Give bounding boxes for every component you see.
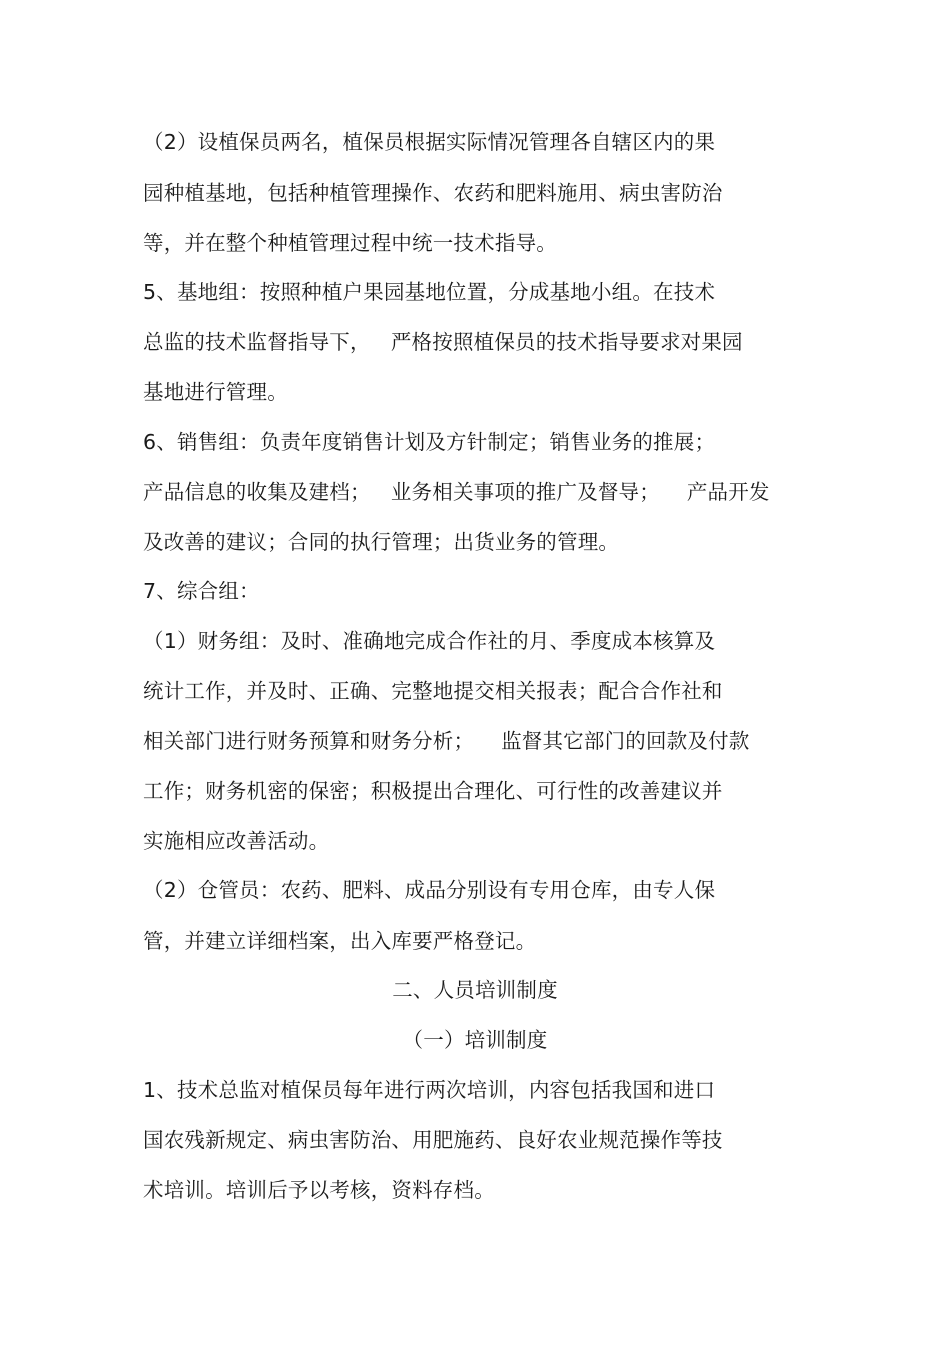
paragraph-line: 产品信息的收集及建档； 业务相关事项的推广及督导； 产品开发	[143, 480, 770, 504]
paragraph-line: 相关部门进行财务预算和财务分析； 监督其它部门的回款及付款	[143, 729, 750, 753]
paragraph-line: 术培训。培训后予以考核，资料存档。	[143, 1178, 495, 1202]
paragraph-line: 工作；财务机密的保密；积极提出合理化、可行性的改善建议并	[143, 779, 723, 803]
paragraph-line: 及改善的建议；合同的执行管理；出货业务的管理。	[143, 530, 620, 554]
paragraph-line: 总监的技术监督指导下， 严格按照植保员的技术指导要求对果园	[143, 330, 743, 354]
paragraph-line: 5、基地组：按照种植户果园基地位置，分成基地小组。在技术	[143, 280, 716, 304]
paragraph-line: 实施相应改善活动。	[143, 829, 330, 853]
paragraph-line: （1）财务组：及时、准确地完成合作社的月、季度成本核算及	[143, 629, 716, 653]
paragraph-line: 6、销售组：负责年度销售计划及方针制定；销售业务的推展；	[143, 430, 716, 454]
paragraph-line: 1、技术总监对植保员每年进行两次培训，内容包括我国和进口	[143, 1078, 716, 1102]
paragraph-line: （2）设植保员两名，植保员根据实际情况管理各自辖区内的果	[143, 130, 716, 154]
paragraph-line: 基地进行管理。	[143, 380, 288, 404]
paragraph-line: 国农残新规定、病虫害防治、用肥施药、良好农业规范操作等技	[143, 1128, 723, 1152]
paragraph-line: 等，并在整个种植管理过程中统一技术指导。	[143, 231, 557, 255]
section-heading: 二、人员培训制度	[392, 978, 558, 1002]
subsection-heading: （一）培训制度	[402, 1028, 548, 1052]
paragraph-line: （2）仓管员：农药、肥料、成品分别设有专用仓库，由专人保	[143, 878, 716, 902]
paragraph-line: 管，并建立详细档案，出入库要严格登记。	[143, 929, 537, 953]
paragraph-line: 园种植基地，包括种植管理操作、农药和肥料施用、病虫害防治	[143, 181, 723, 205]
paragraph-line: 统计工作，并及时、正确、完整地提交相关报表；配合合作社和	[143, 679, 723, 703]
paragraph-line: 7、综合组：	[143, 579, 260, 603]
